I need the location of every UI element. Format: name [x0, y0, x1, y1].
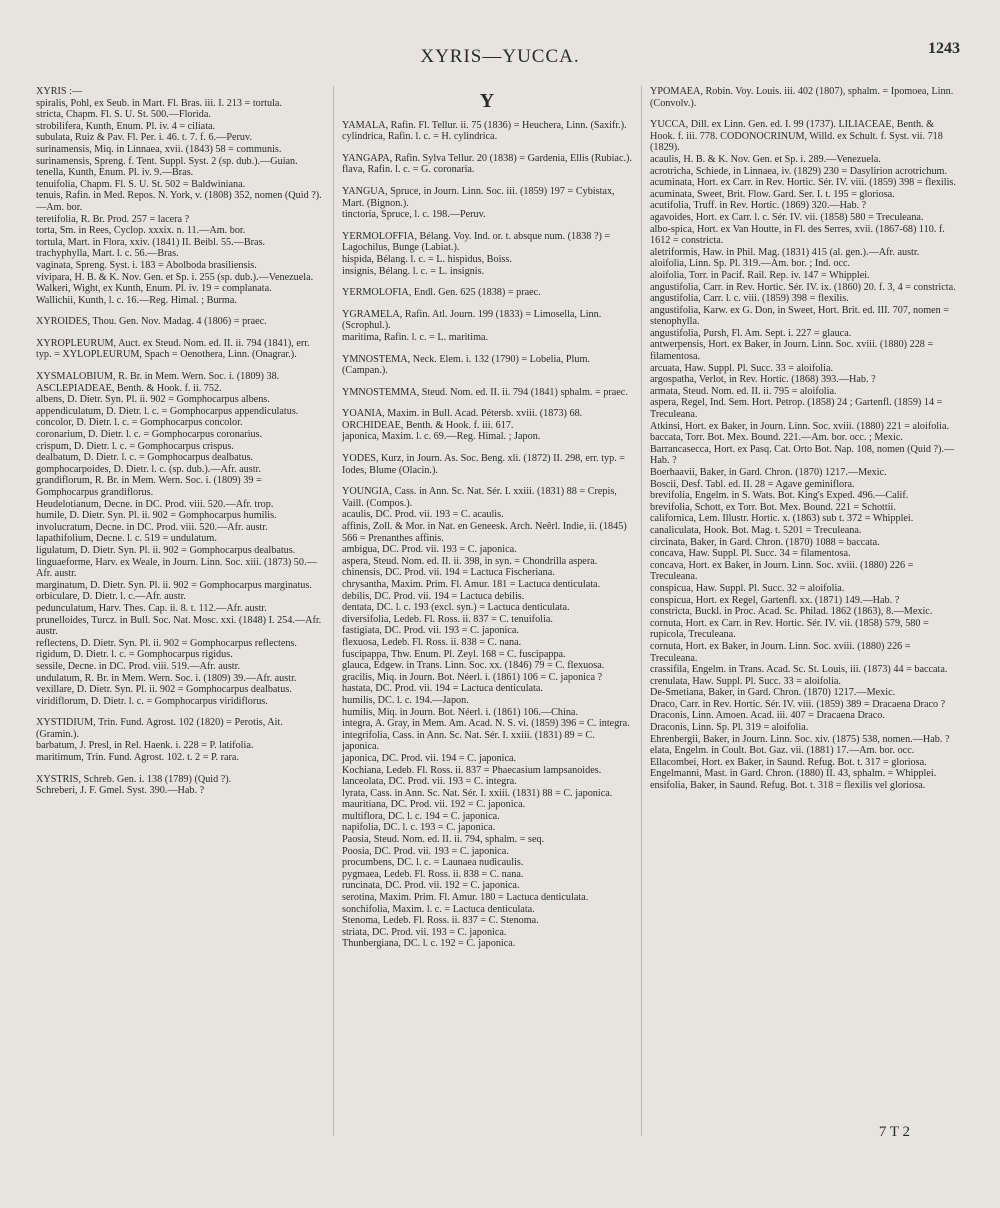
entry: chrysantha, Maxim. Prim. Fl. Amur. 181 = Lactuca denticulata. — [342, 579, 601, 590]
entry: pygmaea, Ledeb. Fl. Ross. ii. 838 = C. nana. — [342, 868, 524, 880]
entry: YMNOSTEMMA, Steud. Nom. ed. II. ii. 794 (1841) sphalm. = praec. — [342, 386, 628, 398]
entry: humile, D. Dietr. Syn. Pl. ii. 902 = Gomphocarpus humilis. — [36, 510, 277, 522]
entry: subulata, Ruiz & Pav. Fl. Per. i. 46. t. 7. f. 6.—Peruv. — [36, 132, 252, 144]
entry: XYRIS :— — [36, 86, 83, 97]
entry: De-Smetiana, Baker, in Gard. Chron. (1870) 1217.—Mexic. — [650, 687, 896, 699]
entry: tenella, Kunth, Enum. Pl. iv. 9.—Bras. — [36, 167, 194, 179]
entry: stricta, Chapm. Fl. S. U. St. 500.—Florida. — [36, 109, 211, 121]
entry: Draco, Carr. in Rev. Hortic. Sér. IV. viii. (1859) 389 = Dracaena Draco ? — [650, 698, 946, 710]
entry: acuminata, Hort. ex Carr. in Rev. Hortic. Sér. IV. viii. (1859) 398 = flexilis. — [650, 177, 956, 189]
entry: YERMOLOFFIA, Bélang. Voy. Ind. or. t. absque num. (1838 ?) = Lagochilus, Bunge (Labiat.). — [342, 230, 611, 254]
entry: glauca, Edgew. in Trans. Linn. Soc. xx. (1846) 79 = C. flexuosa. — [342, 660, 605, 672]
entry: strobilifera, Kunth, Enum. Pl. iv. 4 = ciliata. — [36, 120, 216, 132]
entry: sonchifolia, Maxim. l. c. = Lactuca denticulata. — [342, 903, 535, 915]
entry: spiralis, Pohl, ex Seub. in Mart. Fl. Bras. iii. I. 213 = tortula. — [36, 97, 282, 109]
entry: YODES, Kurz, in Journ. As. Soc. Beng. xli. (1872) II. 298, err. typ. = Iodes, Blume (Olacin.). — [342, 453, 626, 476]
entry: Ehrenbergii, Baker, in Journ. Linn. Soc. xiv. (1875) 538, nomen.—Hab. ? — [650, 733, 950, 745]
entry: YOUNGIA, Cass. in Ann. Sc. Nat. Sér. I. xxiii. (1831) 88 = Crepis, Vaill. (Compos.). — [342, 486, 617, 509]
entry: cylindrica, Rafin. l. c. = H. cylindrica. — [342, 131, 498, 143]
entry: Ellacombei, Hort. ex Baker, in Saund. Refug. Bot. t. 317 = gloriosa. — [650, 756, 927, 768]
entry: angustifolia, Carr. in Rev. Hortic. Sér. IV. ix. (1860) 20. f. 3, 4 = constricta. — [650, 281, 956, 293]
entry: lapathifolium, Decne. l. c. 519 = undulatum. — [36, 533, 217, 545]
entry: Walkeri, Wight, ex Kunth, Enum. Pl. iv. 19 = complanata. — [36, 283, 272, 295]
entry: gracilis, Miq. in Journ. Bot. Néerl. i. (1861) 106 = C. japonica ? — [342, 671, 603, 683]
entry: torta, Sm. in Rees, Cyclop. xxxix. n. 11.—Am. bor. — [36, 225, 246, 237]
entry: Wallichii, Kunth, l. c. 16.—Reg. Himal. ; Burma. — [36, 294, 237, 306]
entry: involucratum, Decne. in DC. Prod. viii. 520.—Afr. austr. — [36, 521, 268, 533]
entry: linguaeforme, Harv. ex Weale, in Journ. Linn. Soc. xiii. (1873) 50.—Afr. austr. — [36, 556, 317, 580]
entry: japonica, DC. Prod. vii. 194 = C. japonica. — [342, 752, 517, 764]
column-divider — [641, 86, 642, 1136]
entry: ligulatum, D. Dietr. Syn. Pl. ii. 902 = Gomphocarpus dealbatus. — [36, 544, 296, 556]
entry: orbiculare, D. Dietr. l. c.—Afr. austr. — [36, 591, 186, 603]
entry: acrotricha, Schiede, in Linnaea, iv. (1829) 230 = Dasylirion acrotrichum. — [650, 165, 948, 177]
entry: conspicua, Hort. ex Regel, Gartenfl. xx. (1871) 149.—Hab. ? — [650, 594, 900, 606]
entry: Heudelotianum, Decne. in DC. Prod. viii. 520.—Afr. trop. — [36, 498, 274, 510]
entry-list — [342, 120, 632, 950]
entry: crispum, D. Dietr. l. c. = Gomphocarpus crispus. — [36, 440, 234, 452]
entry: maritima, Rafin. l. c. = L. maritima. — [342, 331, 489, 343]
entry: antwerpensis, Hort. ex Baker, in Journ. Linn. Soc. xviii. (1880) 228 = filamentosa. — [650, 339, 934, 363]
entry: reflectens, D. Dietr. Syn. Pl. ii. 902 = Gomphocarpus reflectens. — [36, 637, 297, 649]
entry: lanceolata, DC. Prod. vii. 193 = C. integra. — [342, 776, 517, 788]
entry: mauritiana, DC. Prod. vii. 192 = C. japonica. — [342, 799, 526, 811]
entry: integrifolia, Cass. in Ann. Sc. Nat. Sér. I. xxiii. (1831) 89 = C. japonica. — [342, 729, 595, 753]
entry: Thunbergiana, DC. l. c. 192 = C. japonica. — [342, 938, 516, 950]
entry: crenulata, Haw. Suppl. Pl. Succ. 33 = aloifolia. — [650, 675, 841, 687]
entry: baccata, Torr. Bot. Mex. Bound. 221.—Am. bor. occ. ; Mexic. — [650, 432, 903, 444]
entry: barbatum, J. Presl, in Rel. Haenk. i. 228 = P. latifolia. — [36, 740, 254, 752]
entry: Poosia, DC. Prod. vii. 193 = C. japonica. — [342, 845, 509, 857]
entry: vexillare, D. Dietr. Syn. Pl. ii. 902 = Gomphocarpus dealbatus. — [36, 684, 292, 696]
entry: diversifolia, Ledeb. Fl. Ross. ii. 837 = C. tenuifolia. — [342, 613, 553, 625]
entry: undulatum, R. Br. in Mem. Wern. Soc. i. (1809) 39.—Afr. austr. — [36, 672, 297, 684]
entry: procumbens, DC. l. c. = Launaea nudicaulis. — [342, 857, 524, 869]
entry: runcinata, DC. Prod. vii. 192 = C. japonica. — [342, 880, 520, 892]
entry: angustifolia, Carr. l. c. viii. (1859) 398 = flexilis. — [650, 293, 849, 305]
entry: YMNOSTEMA, Neck. Elem. i. 132 (1790) = Lobelia, Plum. (Campan.). — [342, 353, 590, 377]
entry: Draconis, Linn. Amoen. Acad. iii. 407 = Dracaena Draco. — [650, 710, 885, 722]
entry: grandiflorum, R. Br. in Mem. Wern. Soc. i. (1809) 39 = Gomphocarpus grandiflorus. — [36, 475, 262, 498]
entry: hispida, Bélang. l. c. = L. hispidus, Boiss. — [342, 253, 512, 265]
entry: insignis, Bélang. l. c. = L. insignis. — [342, 265, 485, 277]
entry: constricta, Buckl. in Proc. Acad. Sc. Philad. 1862 (1863), 8.—Mexic. — [650, 606, 933, 618]
entry: pedunculatum, Harv. Thes. Cap. ii. 8. t. 112.—Afr. austr. — [36, 602, 267, 614]
entry: XYROPLEURUM, Auct. ex Steud. Nom. ed. II. ii. 794 (1841), err. typ. = XYLOPLEURUM, Spach = Oenothera, Linn. (Onagrar.). — [36, 337, 310, 361]
column-divider — [333, 86, 334, 1136]
page-number: 1243 — [928, 40, 960, 57]
signature-mark: 7 T 2 — [878, 1124, 910, 1140]
entry: XYSTIDIUM, Trin. Fund. Agrost. 102 (1820) = Perotis, Ait. (Gramin.). — [36, 717, 283, 740]
entry: tortula, Mart. in Flora, xxiv. (1841) II. Beibl. 55.—Bras. — [36, 236, 266, 248]
entry: multiflora, DC. l. c. 194 = C. japonica. — [342, 810, 500, 822]
entry: surinamensis, Miq. in Linnaea, xvii. (1843) 58 = communis. — [36, 143, 282, 155]
entry: XYROIDES, Thou. Gen. Nov. Madag. 4 (1806) = praec. — [36, 316, 267, 328]
entry: brevifolia, Engelm. in S. Wats. Bot. King's Exped. 496.—Calif. — [650, 490, 909, 502]
entry: YOANIA, Maxim. in Bull. Acad. Pétersb. xviii. (1873) 68. ORCHIDEAE, Benth. & Hook. f. iii. 617. — [342, 408, 583, 431]
entry: crassifila, Engelm. in Trans. Acad. Sc. St. Louis, iii. (1873) 44 = baccata. — [650, 664, 948, 676]
entry: cornuta, Hort. ex Carr. in Rev. Hortic. Sér. IV. vii. (1858) 579, 580 = rupicola, Treculeana. — [650, 617, 929, 641]
entry: YAMALA, Rafin. Fl. Tellur. ii. 75 (1836) = Heuchera, Linn. (Saxifr.). — [342, 119, 627, 131]
entry: YANGAPA, Rafin. Sylva Tellur. 20 (1838) = Gardenia, Ellis (Rubiac.). — [342, 152, 632, 164]
entry: surinamensis, Spreng. f. Tent. Suppl. Syst. 2 (sp. dub.).—Guian. — [36, 155, 298, 167]
entry: striata, DC. Prod. vii. 193 = C. japonica. — [342, 926, 507, 938]
entry: napifolia, DC. l. c. 193 = C. japonica. — [342, 822, 496, 834]
entry: Schreberi, J. F. Gmel. Syst. 390.—Hab. ? — [36, 785, 205, 797]
entry: flava, Rafin. l. c. = G. coronaria. — [342, 164, 475, 176]
entry: dentata, DC. l. c. 193 (excl. syn.) = Lactuca denticulata. — [342, 602, 570, 614]
entry: Boscii, Desf. Tabl. ed. II. 28 = Agave geminiflora. — [650, 478, 855, 490]
entry: brevifolia, Schott, ex Torr. Bot. Mex. Bound. 221 = Schottii. — [650, 501, 896, 513]
entry: prunelloides, Turcz. in Bull. Soc. Nat. Mosc. xxi. (1848) I. 254.—Afr. austr. — [36, 614, 322, 638]
entry: californica, Lem. Illustr. Hortic. x. (1863) sub t. 372 = Whipplei. — [650, 513, 914, 525]
entry: japonica, Maxim. l. c. 69.—Reg. Himal. ; Japon. — [342, 431, 541, 443]
entry: ensifolia, Baker, in Saund. Refug. Bot. t. 318 = flexilis vel gloriosa. — [650, 780, 926, 792]
entry: Boerhaavii, Baker, in Gard. Chron. (1870) 1217.—Mexic. — [650, 467, 887, 478]
entry: tenuis, Rafin. in Med. Repos. N. York, v. (1808) 352, nomen (Quid ?).—Am. bor. — [36, 190, 322, 213]
entry: XYSTRIS, Schreb. Gen. i. 138 (1789) (Quid ?). — [36, 773, 232, 785]
entry: gomphocarpoides, D. Dietr. l. c. (sp. dub.).—Afr. austr. — [36, 463, 261, 475]
entry: Barrancasecca, Hort. ex Pasq. Cat. Orto Bot. Nap. 108, nomen (Quid ?).—Hab. ? — [650, 443, 955, 467]
entry: acuminata, Sweet, Brit. Flow. Gard. Ser. I. t. 195 = gloriosa. — [650, 188, 895, 200]
entry: integra, A. Gray, in Mem. Am. Acad. N. S. vi. (1859) 396 = C. integra. — [342, 718, 630, 730]
column-left — [36, 86, 326, 797]
entry: acutifolia, Truff. in Rev. Hortic. (1869) 320.—Hab. ? — [650, 200, 867, 212]
entry: acaulis, DC. Prod. vii. 193 = C. acaulis. — [342, 509, 504, 521]
entry: teretifolia, R. Br. Prod. 257 = lacera ? — [36, 213, 190, 225]
entry: aloifolia, Torr. in Pacif. Rail. Rep. iv. 147 = Whipplei. — [650, 269, 870, 281]
entry: aloifolia, Linn. Sp. Pl. 319.—Am. bor. ; Ind. occ. — [650, 258, 851, 270]
entry: YUCCA, Dill. ex Linn. Gen. ed. I. 99 (1737). LILIACEAE, Benth. & Hook. f. iii. 778. CODONOCRINUM, Willd. ex Schult. f. Syst. vii. 718 (1829). — [650, 119, 943, 154]
entry-list — [650, 86, 956, 792]
entry: humilis, Miq. in Journ. Bot. Néerl. i. (1861) 106.—China. — [342, 706, 578, 718]
entry: aspera, Steud. Nom. ed. II. ii. 398, in syn. = Chondrilla aspera. — [342, 555, 598, 567]
entry: vaginata, Spreng. Syst. i. 183 = Abolboda brasiliensis. — [36, 259, 257, 271]
entry: tinctoria, Spruce, l. c. 198.—Peruv. — [342, 209, 486, 221]
entry: Stenoma, Ledeb. Fl. Ross. ii. 837 = C. Stenoma. — [342, 915, 539, 927]
entry: agavoides, Hort. ex Carr. l. c. Sér. IV. vii. (1858) 580 = Treculeana. — [650, 211, 924, 223]
entry: trachyphylla, Mart. l. c. 56.—Bras. — [36, 248, 179, 260]
entry: lyrata, Cass. in Ann. Sc. Nat. Sér. I. xxiii. (1831) 88 = C. japonica. — [342, 787, 613, 799]
entry: conspicua, Haw. Suppl. Pl. Succ. 32 = aloifolia. — [650, 582, 845, 594]
running-header: XYRIS—YUCCA. — [420, 46, 580, 67]
entry: coronarium, D. Dietr. l. c. = Gomphocarpus coronarius. — [36, 429, 263, 441]
entry: flexuosa, Ledeb. Fl. Ross. ii. 838 = C. nana. — [342, 636, 522, 648]
entry: viridiflorum, D. Dietr. l. c. = Gomphocarpus viridiflorus. — [36, 695, 268, 707]
entry: marginatum, D. Dietr. Syn. Pl. ii. 902 = Gomphocarpus marginatus. — [36, 579, 312, 591]
entry: affinis, Zoll. & Mor. in Nat. en Geneesk. Arch. Neêrl. Indie, ii. (1845) 566 = Prenanthes affinis. — [342, 521, 627, 544]
entry: Paosia, Steud. Nom. ed. II. ii. 794, sphalm. = seq. — [342, 834, 545, 846]
entry: angustifolia, Karw. ex G. Don, in Sweet, Hort. Brit. ed. III. 707, nomen = stenophylla. — [650, 304, 950, 328]
entry: Kochiana, Ledeb. Fl. Ross. ii. 837 = Phaecasium lampsanoides. — [342, 764, 602, 776]
entry: fuscipappa, Thw. Enum. Pl. Zeyl. 168 = C. fuscipappa. — [342, 648, 566, 660]
entry: tenuifolia, Chapm. Fl. S. U. St. 502 = Baldwiniana. — [36, 178, 246, 190]
entry: fastigiata, DC. Prod. vii. 193 = C. japonica. — [342, 625, 519, 637]
entry: debilis, DC. Prod. vii. 194 = Lactuca debilis. — [342, 590, 525, 602]
entry: canaliculata, Hook. Bot. Mag. t. 5201 = Treculeana. — [650, 524, 862, 536]
entry: Engelmanni, Mast. in Gard. Chron. (1880) II. 43, sphalm. = Whipplei. — [650, 768, 937, 780]
column-middle — [342, 86, 632, 950]
entry: Draconis, Linn. Sp. Pl. 319 = aloifolia. — [650, 722, 809, 734]
entry: armata, Steud. Nom. ed. II. ii. 795 = aloifolia. — [650, 385, 837, 397]
entry: concava, Hort. ex Baker, in Journ. Linn. Soc. xviii. (1880) 226 = Treculeana. — [650, 559, 914, 583]
entry: maritimum, Trin. Fund. Agrost. 102. t. 2 = P. rara. — [36, 752, 239, 764]
entry: argospatha, Verlot, in Rev. Hortic. (1868) 393.—Hab. ? — [650, 374, 876, 386]
entry: cornuta, Hort. ex Baker, in Journ. Linn. Soc. xviii. (1880) 226 = Treculeana. — [650, 640, 911, 664]
entry: dealbatum, D. Dietr. l. c. = Gomphocarpus dealbatus. — [36, 452, 254, 464]
entry-list — [36, 86, 326, 797]
entry: humilis, DC. l. c. 194.—Japon. — [342, 694, 469, 706]
entry: albo-spica, Hort. ex Van Houtte, in Fl. des Serres, xvii. (1867-68) 110. f. 1612 = constricta. — [650, 223, 945, 247]
entry: serotina, Maxim. Prim. Fl. Amur. 180 = Lactuca denticulata. — [342, 892, 589, 904]
entry: rigidum, D. Dietr. l. c. = Gomphocarpus rigidus. — [36, 649, 233, 661]
entry: appendiculatum, D. Dietr. l. c. = Gomphocarpus appendiculatus. — [36, 405, 299, 417]
entry: chinensis, DC. Prod. vii. 194 = Lactuca Fischeriana. — [342, 567, 555, 579]
entry: YANGUA, Spruce, in Journ. Linn. Soc. iii. (1859) 197 = Cybistax, Mart. (Bignon.). — [342, 185, 615, 209]
entry: vivipara, H. B. & K. Nov. Gen. et Sp. i. 255 (sp. dub.).—Venezuela. — [36, 271, 314, 283]
entry: sessile, Decne. in DC. Prod. viii. 519.—Afr. austr. — [36, 660, 241, 672]
entry: aspera, Regel, Ind. Sem. Hort. Petrop. (1858) 24 ; Gartenfl. (1859) 14 = Treculeana. — [650, 397, 943, 421]
entry: XYSMALOBIUM, R. Br. in Mem. Wern. Soc. i. (1809) 38. ASCLEPIADEAE, Benth. & Hook. f. ii. 752. — [36, 371, 280, 394]
entry: YERMOLOFIA, Endl. Gen. 625 (1838) = praec. — [342, 287, 541, 299]
entry: ambigua, DC. Prod. vii. 193 = C. japonica. — [342, 544, 517, 556]
entry: YPOMAEA, Robin. Voy. Louis. iii. 402 (1807), sphalm. = Ipomoea, Linn. (Convolv.). — [650, 86, 954, 109]
entry: hastata, DC. Prod. vii. 194 = Lactuca denticulata. — [342, 683, 543, 695]
entry: YGRAMELA, Rafin. Atl. Journ. 199 (1833) = Limosella, Linn. (Scrophul.). — [342, 308, 602, 332]
entry: Atkinsi, Hort. ex Baker, in Journ. Linn. Soc. xviii. (1880) 221 = aloifolia. — [650, 420, 950, 432]
entry: acaulis, H. B. & K. Nov. Gen. et Sp. i. 289.—Venezuela. — [650, 153, 881, 165]
entry: angustifolia, Pursh, Fl. Am. Sept. i. 227 = glauca. — [650, 327, 852, 339]
letter-heading: Y — [479, 90, 495, 112]
entry: circinata, Baker, in Gard. Chron. (1870) 1088 = baccata. — [650, 536, 880, 548]
entry: concolor, D. Dietr. l. c. = Gomphocarpus concolor. — [36, 417, 243, 429]
entry: arcuata, Haw. Suppl. Pl. Succ. 33 = aloifolia. — [650, 362, 834, 374]
entry: concava, Haw. Suppl. Pl. Succ. 34 = filamentosa. — [650, 548, 851, 560]
column-right — [650, 86, 956, 792]
entry: albens, D. Dietr. Syn. Pl. ii. 902 = Gomphocarpus albens. — [36, 394, 270, 406]
entry: elata, Engelm. in Coult. Bot. Gaz. vii. (1881) 17.—Am. bor. occ. — [650, 745, 915, 757]
entry: aletriformis, Haw. in Phil. Mag. (1831) 415 (al. gen.).—Afr. austr. — [650, 246, 920, 258]
